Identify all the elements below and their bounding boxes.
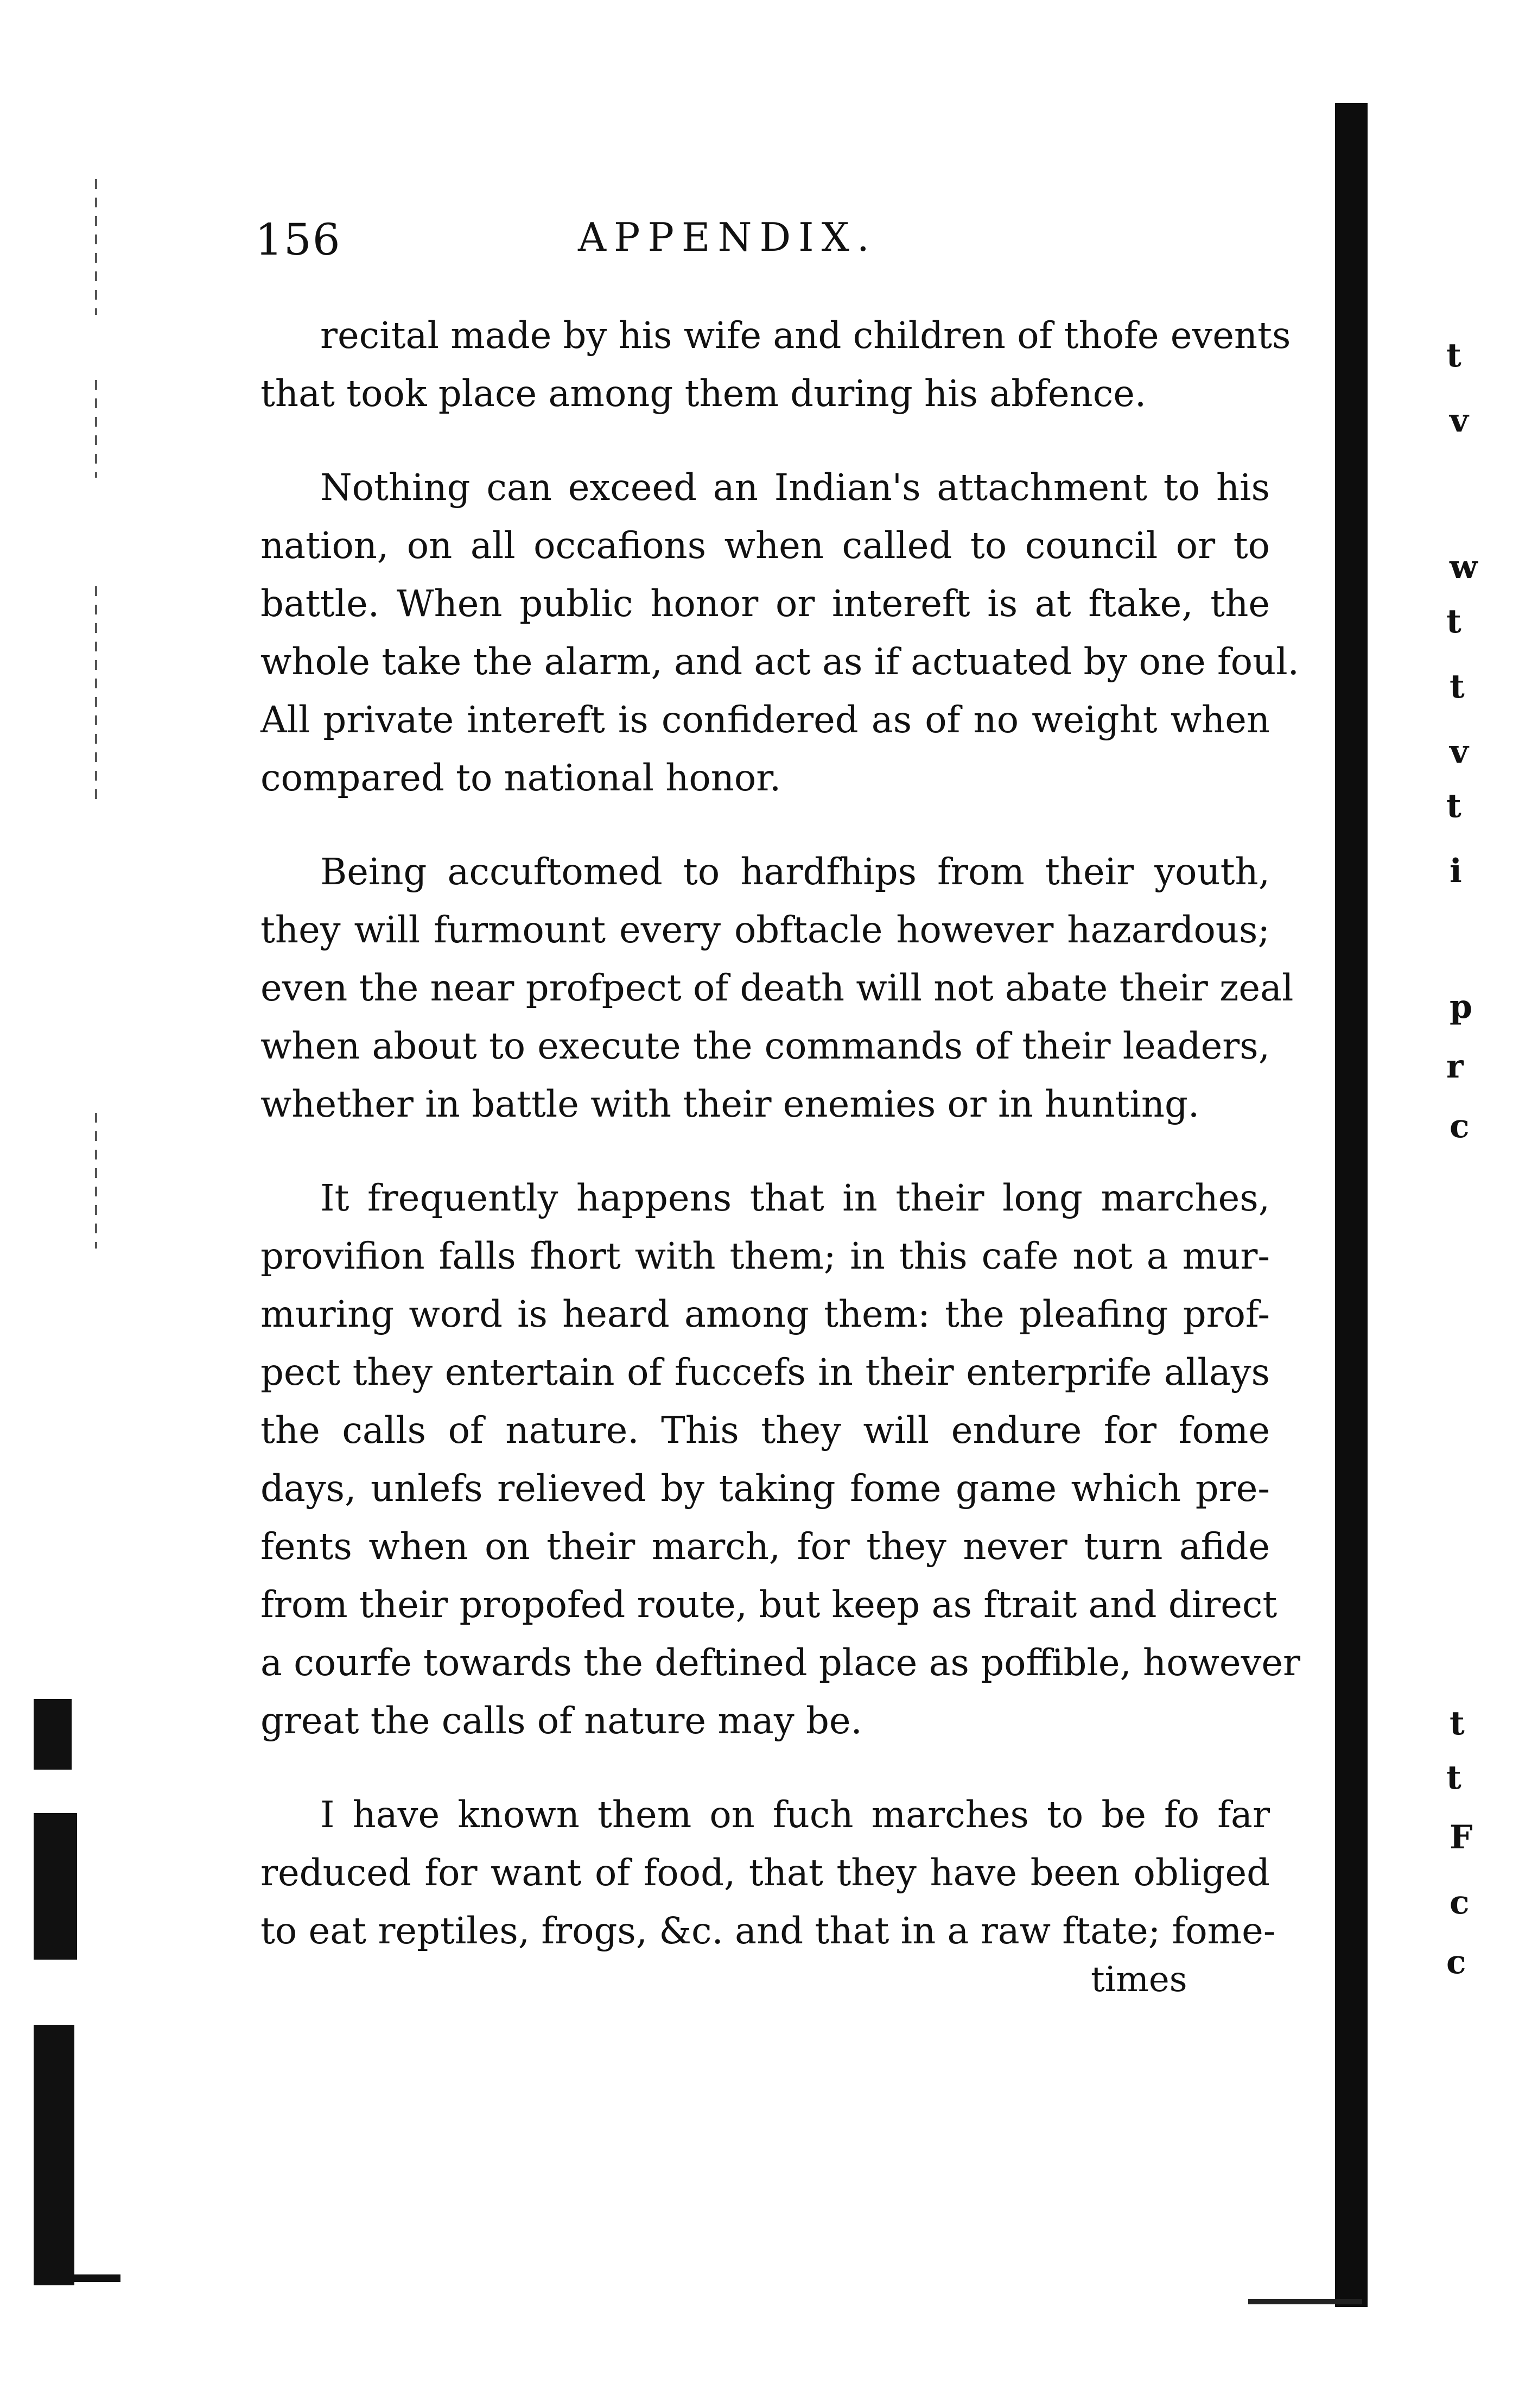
- paragraph-gap: [260, 1133, 1270, 1169]
- text-line: It frequently happens that in their long marches,: [320, 1177, 1270, 1219]
- edge-letter: t: [1450, 668, 1465, 706]
- edge-letter: t: [1446, 787, 1461, 825]
- paragraph: [260, 307, 1291, 423]
- text-line: to eat reptiles, frogs, &c. and that in a raw ftate; fome-: [260, 1910, 1276, 1952]
- paragraph: [260, 459, 1299, 807]
- gutter-dotted-line: [95, 586, 97, 803]
- gutter-dotted-line: [95, 1113, 97, 1249]
- edge-letter: t: [1446, 337, 1461, 375]
- text-line: reduced for want of food, that they have been obliged: [260, 1852, 1270, 1894]
- text-line: muring word is heard among them: the pleafing prof-: [260, 1293, 1270, 1335]
- text-line: nation, on all occafions when called to council or to: [260, 524, 1270, 567]
- text-line: whole take the alarm, and act as if actuated by one foul.: [260, 641, 1299, 683]
- paragraph-gap: [260, 423, 1270, 459]
- text-line: recital made by his wife and children of thofe events: [320, 314, 1291, 357]
- text-line: days, unlefs relieved by taking fome game which pre-: [260, 1467, 1270, 1510]
- edge-letter: v: [1450, 402, 1469, 440]
- body-text: [260, 307, 1301, 1960]
- text-line: pect they entertain of fuccefs in their enterprife allays: [260, 1351, 1270, 1393]
- edge-letter: F: [1450, 1818, 1473, 1856]
- gutter-dotted-line: [95, 179, 97, 315]
- catchword: times: [1091, 1960, 1187, 2000]
- text-line: a courfe towards the deftined place as poffible, however: [260, 1642, 1301, 1684]
- binding-shadow: [1335, 103, 1368, 2307]
- paragraph: [260, 1786, 1276, 1960]
- section-title: APPENDIX.: [578, 214, 877, 260]
- text-line: whether in battle with their enemies or in hunting.: [260, 1083, 1200, 1125]
- text-line: Nothing can exceed an Indian's attachment to his: [320, 466, 1270, 509]
- text-line: I have known them on fuch marches to be fo far: [320, 1794, 1270, 1836]
- gutter-dotted-line: [95, 380, 97, 478]
- paragraph: [260, 843, 1294, 1133]
- edge-letter: v: [1450, 733, 1469, 771]
- gutter-mark: [34, 2025, 74, 2285]
- text-line: All private intereft is confidered as of no weight when: [260, 699, 1270, 741]
- paragraph-gap: [260, 1750, 1270, 1786]
- gutter-mark: [34, 1813, 77, 1960]
- text-line: great the calls of nature may be.: [260, 1700, 862, 1742]
- text-line: battle. When public honor or intereft is at ftake, the: [260, 582, 1270, 625]
- edge-letter: p: [1450, 988, 1472, 1026]
- binding-shadow-base: [1248, 2299, 1362, 2304]
- paragraph: [260, 1169, 1301, 1750]
- edge-letter: t: [1446, 603, 1461, 641]
- edge-letter: t: [1450, 1704, 1465, 1742]
- edge-letter: r: [1446, 1048, 1464, 1086]
- running-head: [255, 214, 1026, 280]
- text-line: compared to national honor.: [260, 757, 781, 799]
- page-number: 156: [255, 214, 341, 265]
- text-line: the calls of nature. This they will endure for fome: [260, 1409, 1270, 1452]
- opposite-page-fragment: [1446, 0, 1511, 2408]
- edge-letter: c: [1450, 1107, 1470, 1145]
- text-line: from their propofed route, but keep as ftrait and direct: [260, 1583, 1278, 1626]
- text-line: fents when on their march, for they never turn afide: [260, 1525, 1270, 1568]
- edge-letter: w: [1450, 548, 1478, 586]
- paragraph-gap: [260, 807, 1270, 843]
- text-line: they will furmount every obftacle however hazardous;: [260, 909, 1270, 951]
- text-line: provifion falls fhort with them; in this cafe not a mur-: [260, 1235, 1270, 1277]
- text-line: when about to execute the commands of their leaders,: [260, 1025, 1270, 1067]
- gutter-mark: [34, 2274, 120, 2282]
- edge-letter: c: [1450, 1884, 1470, 1922]
- text-line: Being accuftomed to hardfhips from their youth,: [320, 851, 1270, 893]
- text-line: that took place among them during his abfence.: [260, 372, 1147, 415]
- gutter-mark: [34, 1699, 72, 1770]
- text-line: even the near profpect of death will not abate their zeal: [260, 967, 1294, 1009]
- edge-letter: t: [1446, 1759, 1461, 1797]
- edge-letter: i: [1450, 852, 1462, 890]
- edge-letter: c: [1446, 1943, 1466, 1981]
